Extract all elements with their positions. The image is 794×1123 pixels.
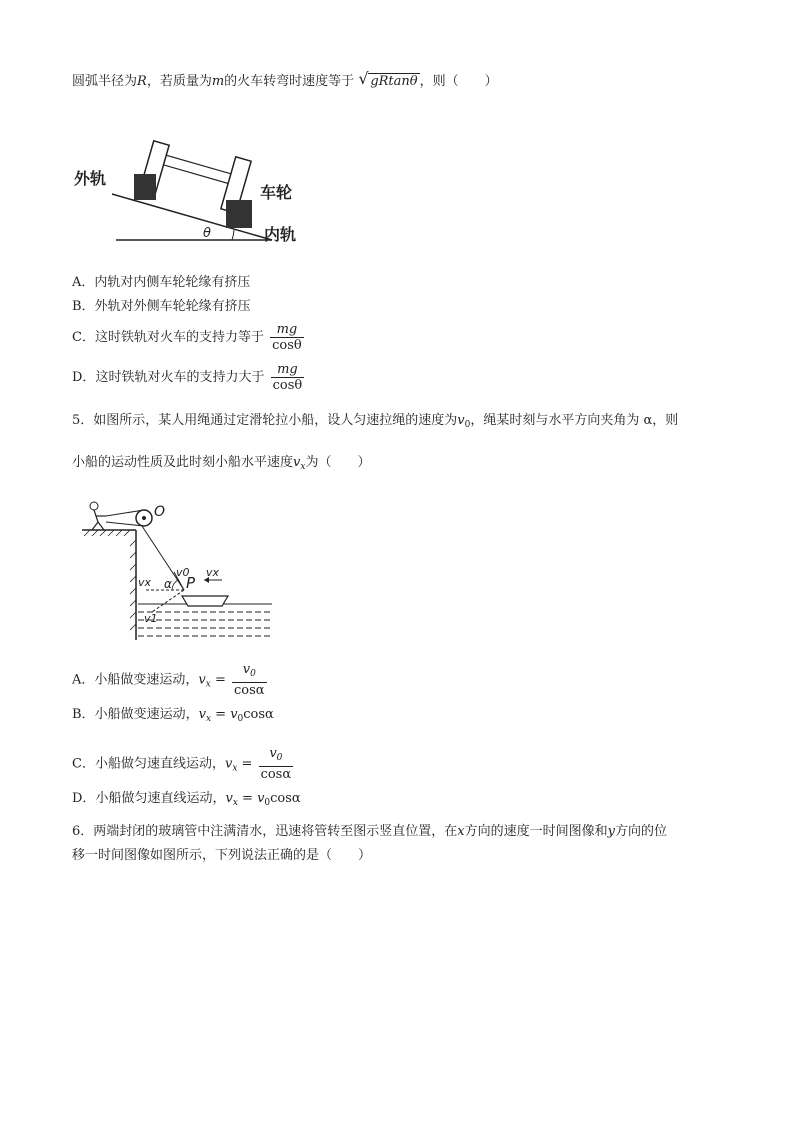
q4-option-a-letter: A． [72, 275, 95, 290]
q5-option-a-lhs-sub: x [205, 679, 211, 690]
q5-option-c[interactable] [72, 746, 295, 782]
q4-option-c-fraction [270, 322, 304, 353]
q5-option-b-rhs: v [230, 707, 238, 722]
q5-angle-arc [172, 580, 178, 590]
q4-option-b-letter: B． [72, 299, 95, 314]
q4-stem-text-d: ，则（ ） [419, 74, 498, 89]
q6-stem-line1 [72, 823, 667, 841]
q5-option-d-text: 小船做匀速直线运动， [95, 791, 226, 806]
q5-angle-label: α [164, 577, 172, 591]
q5-option-d-letter: D． [72, 791, 96, 806]
q5-stem-v: v [457, 413, 465, 428]
q4-railway-figure [72, 112, 332, 250]
q4-stem-sqrt-radicand: gRtanθ [370, 74, 418, 89]
q4-option-c-denominator: cosθ [272, 338, 302, 353]
q4-option-c[interactable] [72, 322, 306, 353]
q5-option-a-denominator: cosα [234, 683, 265, 698]
q4-option-a[interactable] [72, 274, 250, 292]
q4-option-a-text: 内轨对内侧车轮轮缘有挤压 [94, 275, 251, 290]
q4-inner-label: 内轨 [264, 225, 297, 244]
q5-option-a-letter: A． [72, 672, 95, 688]
q6-stem-text-c: 方向的位 [615, 824, 668, 839]
q5-ground-hatch [84, 530, 130, 536]
q5-person-leg2 [98, 522, 104, 530]
q5-v0-label: v0 [176, 566, 190, 579]
q5-point-label: P [186, 574, 196, 592]
q4-outer-rail [134, 174, 156, 200]
q5-option-d-rhs: v [257, 791, 265, 806]
q5-option-d-rhs-tail: cosα [270, 791, 301, 806]
q4-option-d[interactable] [72, 362, 306, 393]
q5-stem-text-a: 5．如图所示，某人用绳通过定滑轮拉小船，设人匀速拉绳的速度为 [72, 413, 458, 428]
q5-option-a-lhs: v [198, 672, 206, 688]
q5-option-c-fraction [259, 746, 294, 782]
q5-option-c-letter: C． [72, 756, 95, 772]
q4-stem-sqrt: √ gRtanθ [358, 69, 418, 89]
q4-outer-label: 外轨 [74, 169, 107, 188]
q5-stem-text-b: ，绳某时刻与水平方向夹角为 α，则 [470, 413, 679, 428]
q4-option-b-text: 外轨对外侧车轮轮缘有挤压 [94, 299, 251, 314]
q5-option-d[interactable] [72, 790, 301, 812]
q5-option-c-eq: = [237, 756, 257, 772]
q5-v1-label: v1 [144, 612, 158, 625]
q5-stem-vx: v [293, 455, 301, 470]
q6-stem-y: y [607, 824, 615, 839]
q5-option-c-lhs-sub: x [232, 763, 238, 774]
q4-inner-rail [226, 200, 252, 228]
q4-option-d-text: 这时铁轨对火车的支持力大于 [95, 370, 265, 385]
q5-option-a[interactable] [72, 662, 269, 698]
q4-option-c-letter: C． [72, 330, 95, 345]
q5-pulley-center [142, 516, 146, 520]
q5-option-a-fraction [232, 662, 267, 698]
q5-stem-text-d: 为（ ） [305, 455, 371, 470]
q5-stem-line2 [72, 454, 370, 476]
q4-axle [160, 154, 232, 183]
q5-option-b-lhs-sub: x [205, 714, 212, 724]
q4-option-d-fraction [271, 362, 305, 393]
q5-stem-line1 [72, 412, 678, 434]
q4-option-d-letter: D． [72, 370, 96, 385]
q4-stem-text-c: 的火车转弯时速度等于 [224, 74, 355, 89]
q5-option-d-lhs-sub: x [232, 798, 238, 808]
q5-option-a-eq: = [210, 672, 231, 688]
q5-option-a-num-v: v [242, 662, 251, 677]
q5-vx-label: vx [206, 566, 220, 579]
q6-stem-text-b: 方向的速度一时间图像和 [464, 824, 608, 839]
q5-option-a-text: 小船做变速运动， [94, 672, 199, 688]
q6-stem-x: x [457, 824, 465, 839]
q5-vx-left-label: vx [138, 576, 152, 589]
q5-option-a-numerator [232, 662, 267, 683]
q5-option-d-lhs: v [225, 791, 233, 806]
q5-option-b-text: 小船做变速运动， [94, 707, 199, 722]
q5-option-c-numerator [259, 746, 294, 767]
q5-option-c-lhs: v [224, 756, 233, 772]
q5-pulley-label: O [154, 504, 166, 520]
q5-option-b-lhs: v [198, 707, 206, 722]
q5-stem-vx-sub: x [300, 462, 306, 472]
q4-option-c-text: 这时铁轨对火车的支持力等于 [94, 330, 264, 345]
q4-option-b[interactable] [72, 298, 251, 316]
q5-boat [182, 596, 228, 606]
q5-v1-arrow [152, 590, 184, 612]
q6-stem-line2 [72, 847, 371, 865]
q5-option-b-eq: = [211, 707, 231, 722]
q5-option-b-letter: B． [72, 707, 95, 722]
q5-option-c-num-sub: 0 [276, 753, 283, 763]
q4-stem-text-b: ，若质量为 [146, 74, 212, 89]
q5-option-b[interactable] [72, 706, 274, 728]
q5-stem-text-c: 小船的运动性质及此时刻小船水平速度 [72, 455, 294, 470]
q5-stem-v-sub: 0 [464, 420, 471, 430]
q4-option-c-numerator: mg [270, 322, 304, 338]
q6-stem-text-d: 移一时间图像如图所示，下列说法正确的是（ ） [72, 848, 372, 863]
q5-option-b-rhs-tail: cosα [243, 707, 274, 722]
q6-stem-text-a: 6．两端封闭的玻璃管中注满清水，迅速将管转至图示竖直位置，在 [72, 824, 458, 839]
q5-option-d-eq: = [237, 791, 258, 806]
q5-wall-hatch [130, 540, 136, 630]
q5-option-c-denominator: cosα [260, 767, 292, 782]
q5-boat-pulley-figure [72, 496, 282, 646]
q5-person-head [90, 502, 98, 510]
q5-option-d-rhs-sub: 0 [264, 798, 271, 808]
q5-person-leg1 [92, 522, 98, 530]
q4-stem-text-a: 圆弧半径为 [72, 74, 138, 89]
q4-angle-arc [232, 230, 234, 240]
q5-water-lines [138, 604, 272, 636]
q4-option-d-numerator: mg [271, 362, 305, 378]
q4-stem [72, 69, 498, 91]
q5-option-c-text: 小船做匀速直线运动， [94, 756, 225, 772]
q4-option-d-denominator: cosθ [272, 378, 303, 393]
q4-stem-R: R [137, 74, 147, 89]
q4-angle-label: θ [203, 226, 211, 241]
q4-stem-m: m [211, 74, 225, 89]
q5-option-a-num-sub: 0 [250, 669, 256, 679]
q5-option-c-num-v: v [269, 746, 277, 761]
q5-option-b-rhs-sub: 0 [237, 714, 244, 724]
q4-wheel-label: 车轮 [260, 183, 293, 202]
